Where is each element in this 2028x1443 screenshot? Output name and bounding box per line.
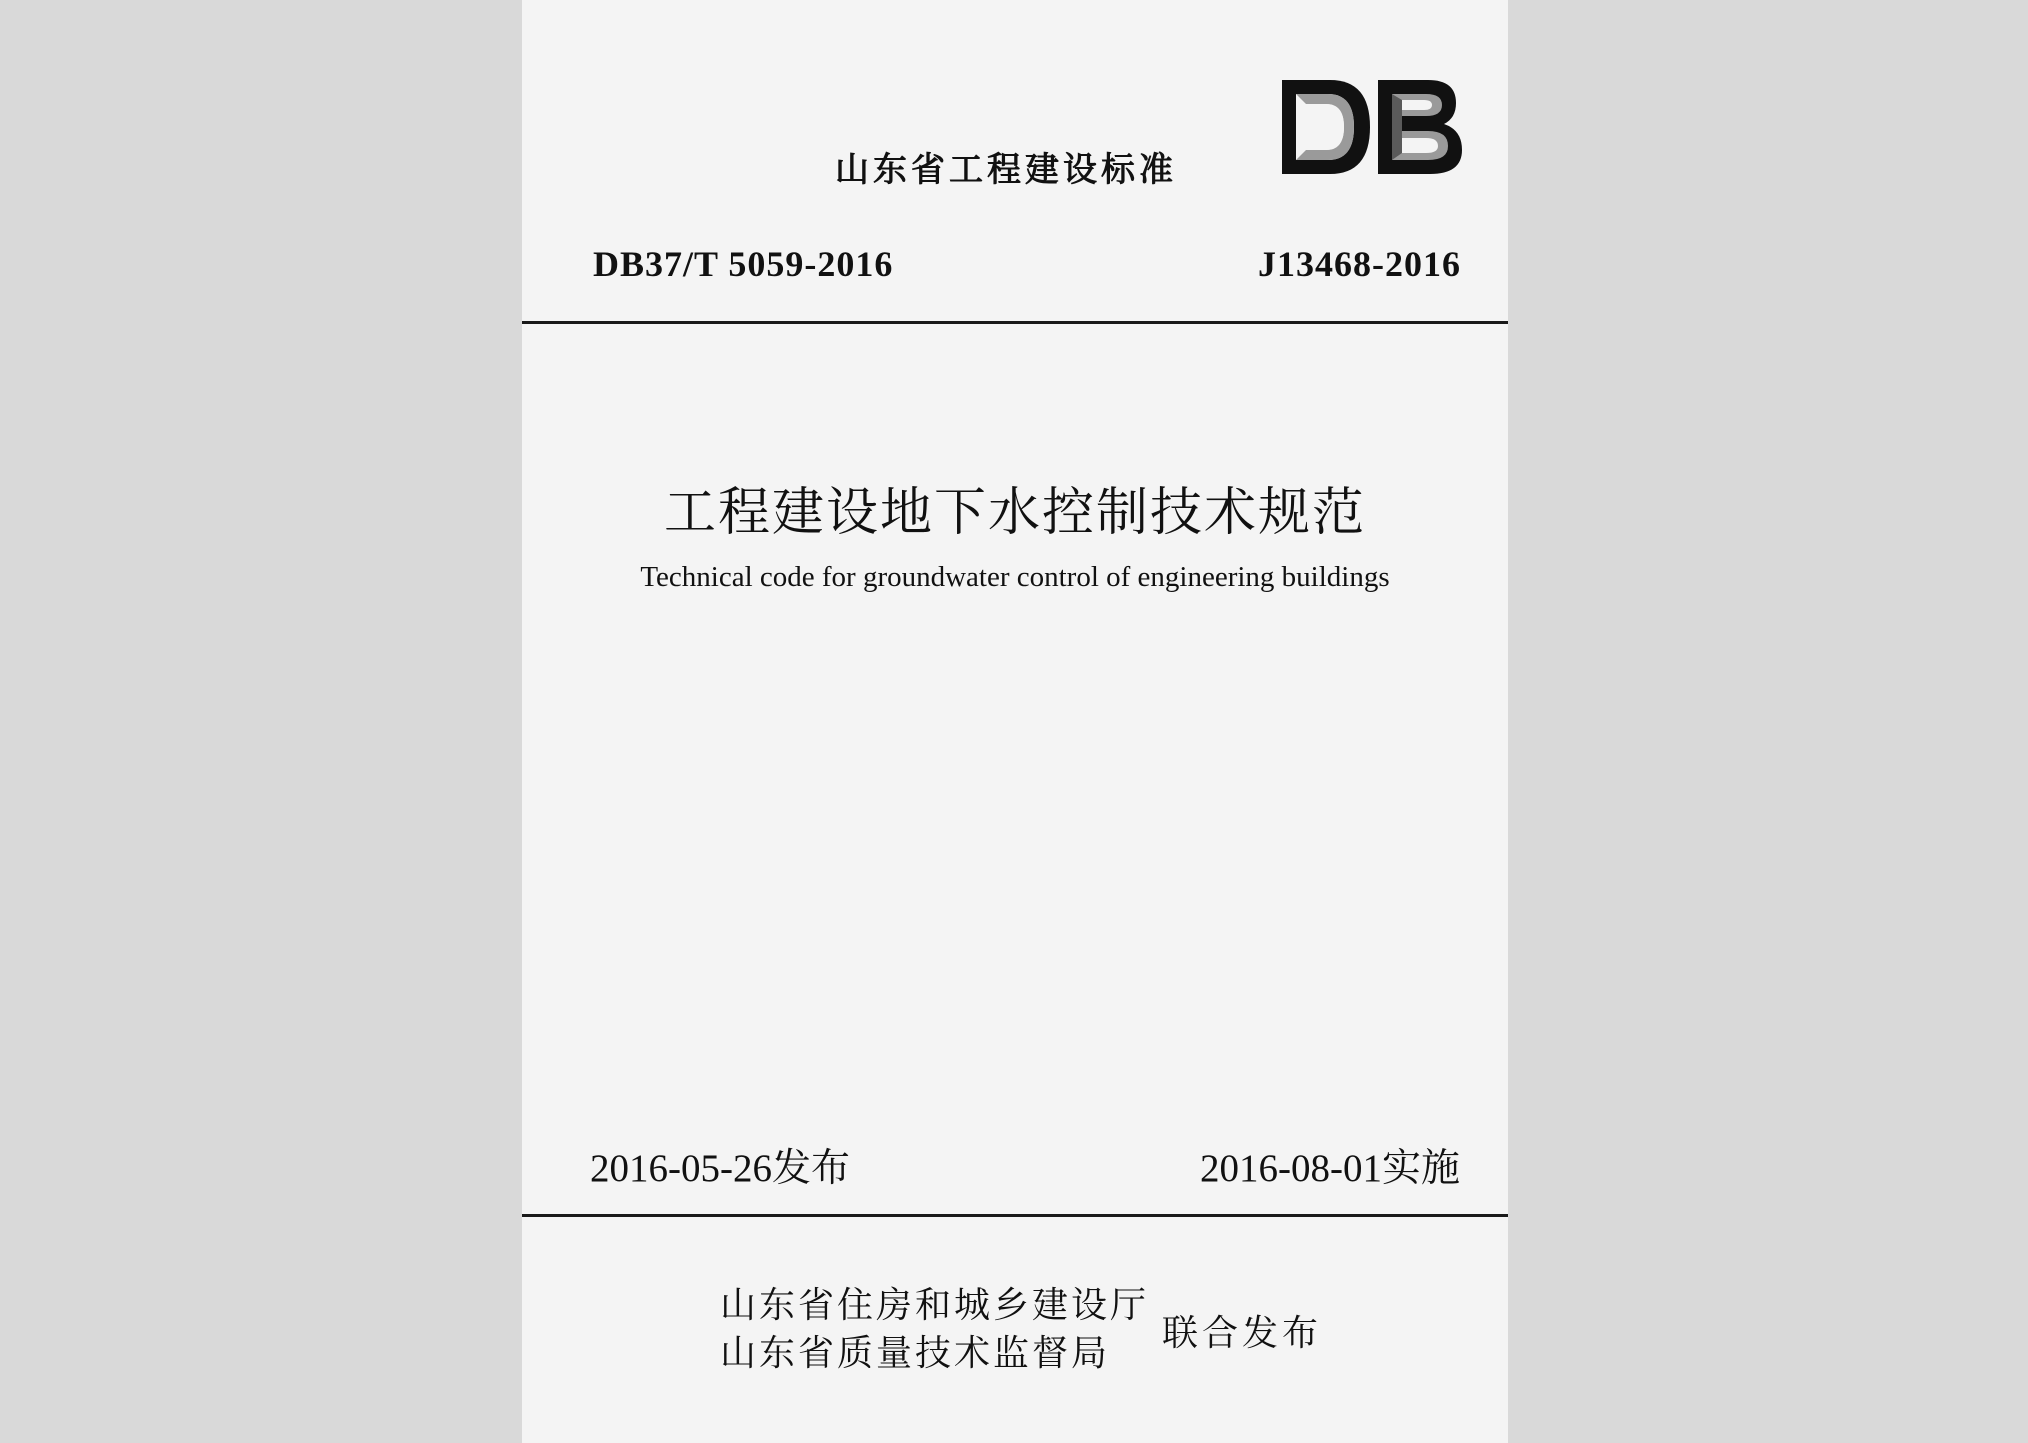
record-number: J13468-2016 (1258, 244, 1461, 284)
issuer-line-1: 山东省住房和城乡建设厅 (720, 1285, 1150, 1326)
db-logo (1278, 76, 1466, 178)
issuer-line-2: 山东省质量技术监督局 (720, 1333, 1111, 1374)
title-chinese: 工程建设地下水控制技术规范 (663, 483, 1366, 543)
standard-number: DB37/T 5059-2016 (593, 244, 894, 284)
joint-issue-label: 联合发布 (1162, 1313, 1323, 1354)
issue-date: 2016-05-26发布 (590, 1147, 850, 1190)
title-english: Technical code for groundwater control of engineering buildings (640, 561, 1390, 593)
top-divider (522, 321, 1508, 324)
cover-page: 山东省工程建设标准 DB37/T 5059-2016 J13468-2016 工程建设地下水控制技术规范 Technical code for groundwater control of engineering buildings 2016-05-26发布 2016-08-01实施 山东省住房和城乡建设厅 山东省质量技术监督局 联合发布 (522, 0, 1508, 1443)
bottom-divider (522, 1214, 1508, 1217)
effective-date: 2016-08-01实施 (1200, 1147, 1460, 1190)
issuer-list (720, 1282, 1149, 1378)
